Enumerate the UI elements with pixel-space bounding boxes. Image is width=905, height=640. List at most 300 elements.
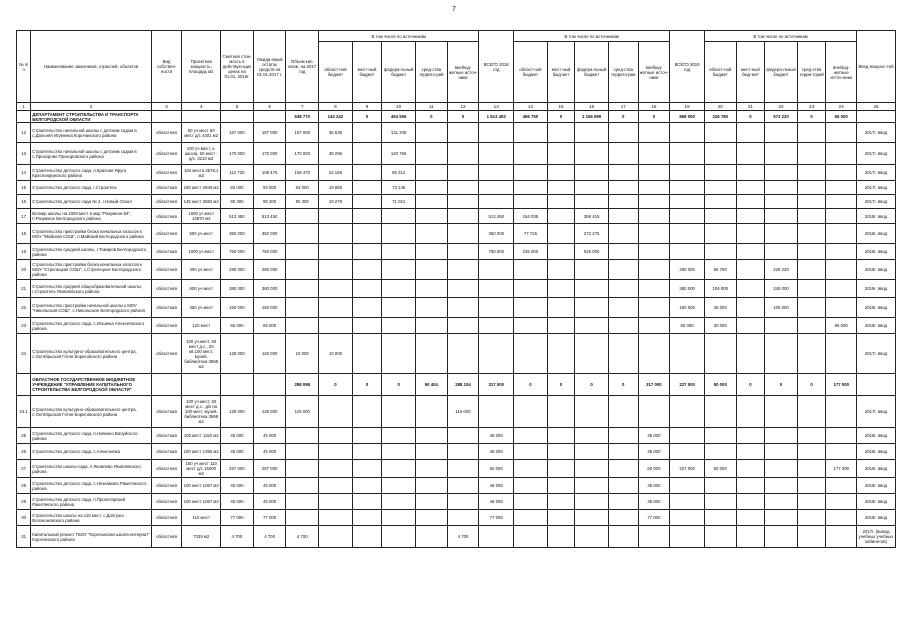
column-index-cell: 8 bbox=[319, 103, 353, 111]
table-cell bbox=[670, 224, 705, 244]
table-cell bbox=[736, 143, 765, 165]
header-estimate: Сметная стои-мость в действую-щих ценах на 01.01. 2016г. bbox=[221, 31, 254, 103]
table-cell bbox=[319, 396, 353, 428]
table-row bbox=[17, 428, 896, 444]
table-cell: 65 000 bbox=[826, 318, 857, 334]
table-cell bbox=[765, 224, 798, 244]
table-cell: 90 300 bbox=[286, 195, 319, 209]
table-cell bbox=[797, 195, 826, 209]
table-cell bbox=[608, 510, 638, 526]
table-cell: 0 bbox=[765, 374, 798, 396]
table-cell bbox=[575, 143, 609, 165]
table-cell bbox=[765, 244, 798, 260]
column-index-cell: 13 bbox=[479, 103, 514, 111]
object-name: Строительство детского сада № 2, г.Новый Оскол bbox=[31, 195, 151, 209]
table-cell bbox=[416, 181, 448, 195]
table-cell bbox=[826, 494, 857, 510]
table-cell bbox=[765, 123, 798, 143]
table-cell: 177 000 bbox=[826, 460, 857, 478]
table-cell: 45 000 bbox=[479, 428, 514, 444]
table-cell: областная bbox=[151, 478, 182, 494]
table-cell bbox=[447, 181, 479, 195]
object-name: ДЕПАРТАМЕНТ СТРОИТЕЛЬСТВА И ТРАНСПОРТА БЕЛГОРОДСКОЙ ОБЛАСТИ bbox=[31, 111, 151, 123]
table-cell: 45 000 bbox=[638, 444, 670, 460]
table-cell: 50 000 bbox=[704, 460, 736, 478]
object-name: Строительство культурно-образовательного центра, с.Октябрьская Готня Борисовского района bbox=[31, 396, 151, 428]
table-row bbox=[17, 334, 896, 374]
table-cell bbox=[447, 478, 479, 494]
commissioning-cell: 2017г. ввод bbox=[857, 165, 896, 181]
table-cell bbox=[670, 181, 705, 195]
table-cell bbox=[416, 260, 448, 280]
table-row bbox=[17, 209, 896, 224]
table-cell bbox=[826, 195, 857, 209]
table-cell bbox=[736, 494, 765, 510]
table-cell bbox=[416, 224, 448, 244]
table-cell bbox=[319, 209, 353, 224]
table-cell bbox=[826, 224, 857, 244]
table-cell bbox=[704, 244, 736, 260]
table-cell bbox=[670, 526, 705, 548]
table-cell: областная bbox=[151, 123, 182, 143]
table-cell bbox=[319, 510, 353, 526]
commissioning-cell: 2019г. ввод bbox=[857, 510, 896, 526]
table-cell: 494 506 bbox=[382, 111, 416, 123]
header-cap-2017: Объем кап. влож. на 2017 год bbox=[286, 31, 319, 103]
table-cell bbox=[670, 428, 705, 444]
table-cell bbox=[736, 195, 765, 209]
table-cell bbox=[826, 209, 857, 224]
table-cell: 128 000 bbox=[221, 396, 254, 428]
table-cell bbox=[547, 143, 575, 165]
table-cell bbox=[352, 260, 382, 280]
table-cell bbox=[765, 526, 798, 548]
subheader-extrabudget: внебюд-жетные источ-ники bbox=[638, 42, 670, 103]
table-cell: 108 476 bbox=[253, 165, 286, 181]
table-cell bbox=[797, 244, 826, 260]
table-cell bbox=[447, 244, 479, 260]
table-cell bbox=[447, 123, 479, 143]
header-name: Наименование заказчиков, отраслей, объектов bbox=[31, 31, 151, 103]
table-cell bbox=[352, 143, 382, 165]
table-cell: 0 bbox=[447, 111, 479, 123]
object-name: Строительство начальной школы с детским садом в с.Прохорово Прохоровского района bbox=[31, 143, 151, 165]
subheader-regional: област-ной бюджет bbox=[704, 42, 736, 103]
row-number: 22 bbox=[17, 298, 31, 318]
commissioning-cell: 2017г. (вывод учебных учебных кабинетов) bbox=[857, 526, 896, 548]
table-cell: областная bbox=[151, 195, 182, 209]
table-cell bbox=[670, 123, 705, 143]
table-cell: 380 000 bbox=[221, 280, 254, 298]
row-number: 24.1 bbox=[17, 396, 31, 428]
table-cell bbox=[575, 444, 609, 460]
table-cell bbox=[608, 280, 638, 298]
table-cell bbox=[826, 244, 857, 260]
table-cell bbox=[826, 334, 857, 374]
table-cell bbox=[797, 165, 826, 181]
table-cell bbox=[382, 244, 416, 260]
table-cell bbox=[447, 209, 479, 224]
table-cell bbox=[547, 298, 575, 318]
commissioning-cell: 2019г. ввод bbox=[857, 260, 896, 280]
header-ownership: Вид собствен-ности bbox=[151, 31, 182, 103]
column-index-cell: 18 bbox=[638, 103, 670, 111]
table-cell: 288 104 bbox=[447, 374, 479, 396]
table-cell bbox=[575, 123, 609, 143]
table-cell bbox=[382, 334, 416, 374]
table-cell bbox=[514, 260, 548, 280]
table-cell: 573 220 bbox=[765, 111, 798, 123]
table-row bbox=[17, 494, 896, 510]
commissioning-cell: 2019г. ввод bbox=[857, 478, 896, 494]
table-cell: 190 мест 3940 м2 bbox=[182, 181, 221, 195]
table-cell: 144 242 bbox=[319, 111, 353, 123]
table-cell bbox=[547, 224, 575, 244]
table-cell: 77 000 bbox=[479, 510, 514, 526]
table-row bbox=[17, 318, 896, 334]
table-cell bbox=[286, 460, 319, 478]
table-cell bbox=[447, 165, 479, 181]
table-cell: 120 765 bbox=[382, 143, 416, 165]
table-cell: 100 мест 1067 м2 bbox=[182, 494, 221, 510]
table-cell bbox=[765, 510, 798, 526]
table-cell bbox=[797, 334, 826, 374]
table-cell: 0 bbox=[382, 374, 416, 396]
table-cell bbox=[447, 444, 479, 460]
table-cell bbox=[352, 510, 382, 526]
table-cell bbox=[352, 494, 382, 510]
object-name: Строительство детского сада, п.Красная Яруга Краснояружского района bbox=[31, 165, 151, 181]
table-cell: 0 bbox=[352, 111, 382, 123]
table-cell: 600 уч.мест bbox=[182, 280, 221, 298]
row-number: 29 bbox=[17, 494, 31, 510]
object-name: Строительство школы на 110 мест, с.Долгушо Волоконовского района bbox=[31, 510, 151, 526]
table-cell: 73 145 bbox=[382, 181, 416, 195]
table-cell bbox=[736, 224, 765, 244]
table-cell bbox=[736, 334, 765, 374]
table-cell: 106 000 bbox=[704, 280, 736, 298]
table-cell bbox=[416, 298, 448, 318]
header-sources-2019: В том числе по источникам bbox=[704, 31, 856, 42]
table-cell: 317 000 bbox=[638, 374, 670, 396]
table-cell bbox=[286, 224, 319, 244]
table-cell: 65 000 bbox=[221, 318, 254, 334]
table-cell bbox=[514, 143, 548, 165]
table-cell bbox=[575, 334, 609, 374]
table-cell bbox=[514, 478, 548, 494]
table-cell bbox=[704, 478, 736, 494]
table-cell bbox=[704, 195, 736, 209]
table-cell: 126 000 bbox=[253, 334, 286, 374]
table-cell bbox=[575, 260, 609, 280]
table-cell bbox=[704, 143, 736, 165]
table-cell: 77 000 bbox=[638, 510, 670, 526]
table-cell bbox=[382, 224, 416, 244]
table-cell bbox=[797, 143, 826, 165]
table-cell: 456 750 bbox=[514, 111, 548, 123]
table-cell: 90 300 bbox=[221, 195, 254, 209]
subheader-local: мест-ный бюджет bbox=[352, 42, 382, 103]
table-cell: 39 295 bbox=[319, 143, 353, 165]
table-cell: 145 мест 3682 м2 bbox=[182, 195, 221, 209]
table-cell bbox=[547, 510, 575, 526]
table-cell: областная bbox=[151, 510, 182, 526]
table-cell bbox=[765, 444, 798, 460]
table-cell bbox=[286, 244, 319, 260]
table-cell bbox=[182, 374, 221, 396]
table-cell: 317 000 bbox=[479, 374, 514, 396]
table-cell bbox=[514, 298, 548, 318]
table-cell bbox=[704, 526, 736, 548]
commissioning-cell bbox=[857, 374, 896, 396]
table-cell bbox=[765, 428, 798, 444]
table-cell bbox=[575, 478, 609, 494]
object-name: Блокир школы на 1000 мест в мкр."Разумное-54", п.Разумное Белгородского района bbox=[31, 209, 151, 224]
table-cell bbox=[670, 143, 705, 165]
table-cell: 0 bbox=[638, 111, 670, 123]
table-cell: областная bbox=[151, 526, 182, 548]
table-cell bbox=[736, 244, 765, 260]
table-cell bbox=[447, 460, 479, 478]
table-cell bbox=[479, 143, 514, 165]
table-cell bbox=[704, 334, 736, 374]
object-name: Строительство детского сада, п.Новенко Валуйского района bbox=[31, 428, 151, 444]
table-cell bbox=[547, 280, 575, 298]
table-cell bbox=[608, 209, 638, 224]
table-cell: 225 000 bbox=[514, 244, 548, 260]
table-cell: 60 уч.мест 60 мест д/с 4401 м2 bbox=[182, 123, 221, 143]
table-cell bbox=[608, 143, 638, 165]
column-index-cell: 7 bbox=[286, 103, 319, 111]
table-cell bbox=[221, 374, 254, 396]
row-number: 13 bbox=[17, 143, 31, 165]
column-index-row bbox=[17, 103, 896, 111]
object-name: Строительство детского сада, с.Алексеевка bbox=[31, 444, 151, 460]
table-cell bbox=[608, 396, 638, 428]
table-cell bbox=[416, 280, 448, 298]
table-cell bbox=[352, 478, 382, 494]
row-number: 12 bbox=[17, 123, 31, 143]
table-cell: 868 000 bbox=[670, 111, 705, 123]
table-row bbox=[17, 195, 896, 209]
table-row bbox=[17, 280, 896, 298]
table-cell: 90 404 bbox=[416, 374, 448, 396]
table-cell bbox=[608, 460, 638, 478]
table-cell bbox=[319, 260, 353, 280]
table-cell bbox=[765, 396, 798, 428]
commissioning-cell: 2017г. ввод bbox=[857, 181, 896, 195]
table-cell bbox=[416, 244, 448, 260]
commissioning-cell: 2018г. ввод bbox=[857, 444, 896, 460]
table-body bbox=[17, 103, 896, 548]
table-cell: 380 000 bbox=[670, 280, 705, 298]
table-cell bbox=[447, 428, 479, 444]
table-cell bbox=[765, 181, 798, 195]
table-cell: 1000 уч.мест bbox=[182, 244, 221, 260]
table-cell bbox=[447, 494, 479, 510]
table-cell: 272 275 bbox=[575, 224, 609, 244]
row-number: 24 bbox=[17, 334, 31, 374]
table-cell bbox=[253, 374, 286, 396]
row-number bbox=[17, 111, 31, 123]
table-cell bbox=[736, 428, 765, 444]
table-cell: 7339 м2 bbox=[182, 526, 221, 548]
table-cell bbox=[547, 195, 575, 209]
commissioning-cell: 2017г. ввод bbox=[857, 123, 896, 143]
table-cell bbox=[547, 494, 575, 510]
table-cell: 0 bbox=[514, 374, 548, 396]
table-cell bbox=[319, 526, 353, 548]
table-cell: 177 000 bbox=[826, 374, 857, 396]
table-cell bbox=[608, 260, 638, 280]
header-capacity-input: Ввод мощнос-тей bbox=[857, 31, 896, 103]
table-cell bbox=[479, 280, 514, 298]
subheader-local: мест-ный бюд-жет bbox=[736, 42, 765, 103]
object-name: Строительство детского сада, п.Пролетарский Ракитянского района bbox=[31, 494, 151, 510]
table-cell: областная bbox=[151, 280, 182, 298]
table-cell bbox=[638, 526, 670, 548]
table-cell bbox=[736, 298, 765, 318]
table-cell: 90 300 bbox=[253, 195, 286, 209]
object-name: Строительство пристройки блока начальных классов к МОУ "Майская СОШ", п.Майский Белгородского района bbox=[31, 224, 151, 244]
table-cell bbox=[382, 526, 416, 548]
table-cell bbox=[352, 195, 382, 209]
table-cell bbox=[826, 298, 857, 318]
column-index-cell: 4 bbox=[182, 103, 221, 111]
table-cell bbox=[826, 143, 857, 165]
table-cell bbox=[319, 460, 353, 478]
table-cell bbox=[608, 478, 638, 494]
table-cell bbox=[514, 318, 548, 334]
table-cell bbox=[765, 165, 798, 181]
header-remaining: Ожида-емый остаток средств на 01.01.2017 г. bbox=[253, 31, 286, 103]
table-cell: 116 000 bbox=[286, 396, 319, 428]
commissioning-cell: 2017г. ввод bbox=[857, 334, 896, 374]
table-cell bbox=[736, 478, 765, 494]
column-index-cell: 15 bbox=[547, 103, 575, 111]
object-name: Строительство школы-сада, п.Яковлево Яковлевского района bbox=[31, 460, 151, 478]
table-cell bbox=[608, 165, 638, 181]
table-cell bbox=[319, 224, 353, 244]
table-cell bbox=[547, 478, 575, 494]
column-index-cell: 23 bbox=[797, 103, 826, 111]
table-cell bbox=[826, 526, 857, 548]
table-cell bbox=[670, 444, 705, 460]
table-cell bbox=[670, 478, 705, 494]
table-cell bbox=[514, 526, 548, 548]
table-cell: 4 700 bbox=[286, 526, 319, 548]
table-cell bbox=[638, 195, 670, 209]
table-cell bbox=[382, 298, 416, 318]
table-cell: 65 000 bbox=[670, 318, 705, 334]
table-cell bbox=[286, 280, 319, 298]
table-cell: 10 000 bbox=[319, 334, 353, 374]
table-cell bbox=[416, 165, 448, 181]
table-cell bbox=[416, 123, 448, 143]
subheader-territories: сред-ства террито-рии bbox=[608, 42, 638, 103]
table-cell bbox=[797, 224, 826, 244]
table-cell bbox=[670, 494, 705, 510]
table-cell bbox=[638, 396, 670, 428]
table-cell bbox=[704, 494, 736, 510]
table-cell bbox=[704, 209, 736, 224]
table-cell bbox=[765, 334, 798, 374]
table-cell bbox=[514, 396, 548, 428]
table-cell bbox=[416, 526, 448, 548]
table-cell: 45 000 bbox=[638, 428, 670, 444]
table-cell: 45 000 bbox=[221, 494, 254, 510]
column-index-cell: 21 bbox=[736, 103, 765, 111]
table-cell bbox=[826, 478, 857, 494]
table-cell bbox=[608, 123, 638, 143]
table-cell bbox=[670, 244, 705, 260]
table-cell bbox=[797, 209, 826, 224]
table-cell: 0 bbox=[736, 111, 765, 123]
table-cell bbox=[638, 318, 670, 334]
commissioning-cell: 2019г. ввод bbox=[857, 494, 896, 510]
table-cell bbox=[447, 224, 479, 244]
table-cell: 750 000 bbox=[479, 244, 514, 260]
commissioning-cell: 2019г. ввод bbox=[857, 298, 896, 318]
table-cell bbox=[382, 444, 416, 460]
commissioning-cell: 2019г. ввод bbox=[857, 280, 896, 298]
table-cell bbox=[447, 298, 479, 318]
table-cell bbox=[575, 165, 609, 181]
table-cell bbox=[638, 244, 670, 260]
table-cell bbox=[382, 209, 416, 224]
table-cell: 100 мест 1150 м2 bbox=[182, 428, 221, 444]
table-cell bbox=[286, 478, 319, 494]
table-cell bbox=[736, 280, 765, 298]
table-cell bbox=[514, 195, 548, 209]
row-number: 26 bbox=[17, 444, 31, 460]
header-sources-2018: В том числе по источникам bbox=[514, 31, 670, 42]
column-index-cell: 22 bbox=[765, 103, 798, 111]
table-cell: 280 000 bbox=[221, 260, 254, 280]
table-cell bbox=[352, 444, 382, 460]
table-cell: 60 000 bbox=[479, 460, 514, 478]
table-cell bbox=[575, 298, 609, 318]
table-cell bbox=[479, 260, 514, 280]
table-cell bbox=[479, 526, 514, 548]
table-cell bbox=[514, 334, 548, 374]
table-cell bbox=[826, 396, 857, 428]
table-cell bbox=[736, 526, 765, 548]
table-cell bbox=[736, 209, 765, 224]
table-cell bbox=[765, 460, 798, 478]
table-cell: 45 000 bbox=[479, 478, 514, 494]
table-cell: 245 000 bbox=[765, 280, 798, 298]
table-cell bbox=[286, 428, 319, 444]
table-cell: областная bbox=[151, 444, 182, 460]
table-cell bbox=[319, 244, 353, 260]
table-cell: 513 450 bbox=[479, 209, 514, 224]
table-cell bbox=[352, 396, 382, 428]
table-cell bbox=[797, 526, 826, 548]
table-cell: 71 021 bbox=[382, 195, 416, 209]
column-index-cell: 9 bbox=[352, 103, 382, 111]
table-cell: 750 000 bbox=[221, 244, 254, 260]
table-cell bbox=[352, 165, 382, 181]
table-cell bbox=[514, 428, 548, 444]
header-total-2018: ВСЕГО 2018 год bbox=[479, 31, 514, 103]
row-number: 30 bbox=[17, 510, 31, 526]
table-cell: 1 613 493 bbox=[479, 111, 514, 123]
table-cell: 116 000 bbox=[447, 396, 479, 428]
column-index-cell: 12 bbox=[447, 103, 479, 111]
table-cell bbox=[736, 444, 765, 460]
row-number: 15 bbox=[17, 181, 31, 195]
